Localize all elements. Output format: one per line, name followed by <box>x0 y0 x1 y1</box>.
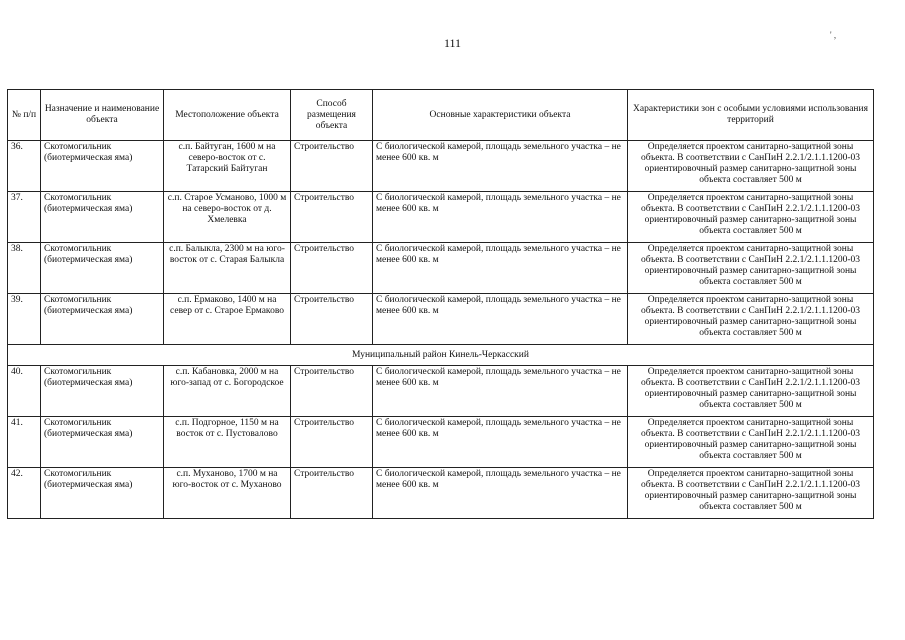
zone-characteristics: Определяется проектом санитарно-защитной зоны объекта. В соответствии с СанПиН 2.2.1/2.1.1.1200-03 ориентировочный размер санитарно-защитной зоны объекта составляет 500 м <box>628 243 874 294</box>
object-description: С биологической камерой, площадь земельного участка – не менее 600 кв. м <box>373 294 628 345</box>
placement-method: Строительство <box>291 243 373 294</box>
object-name: Скотомогильник (биотермическая яма) <box>41 192 164 243</box>
object-location: с.п. Подгорное, 1150 м на восток от с. Пустовалово <box>164 417 291 468</box>
row-number: 41. <box>8 417 41 468</box>
zone-characteristics: Определяется проектом санитарно-защитной зоны объекта. В соответствии с СанПиН 2.2.1/2.1.1.1200-03 ориентировочный размер санитарно-защитной зоны объекта составляет 500 м <box>628 192 874 243</box>
zone-characteristics: Определяется проектом санитарно-защитной зоны объекта. В соответствии с СанПиН 2.2.1/2.1.1.1200-03 ориентировочный размер санитарно-защитной зоны объекта составляет 500 м <box>628 468 874 519</box>
table-row <box>8 243 874 294</box>
header-zone: Характеристики зон с особыми условиями использования территорий <box>628 90 874 141</box>
row-number: 38. <box>8 243 41 294</box>
header-location: Местоположение объекта <box>164 90 291 141</box>
zone-characteristics: Определяется проектом санитарно-защитной зоны объекта. В соответствии с СанПиН 2.2.1/2.1.1.1200-03 ориентировочный размер санитарно-защитной зоны объекта составляет 500 м <box>628 417 874 468</box>
zone-characteristics: Определяется проектом санитарно-защитной зоны объекта. В соответствии с СанПиН 2.2.1/2.1.1.1200-03 ориентировочный размер санитарно-защитной зоны объекта составляет 500 м <box>628 366 874 417</box>
object-location: с.п. Байтуган, 1600 м на северо-восток от с. Татарский Байтуган <box>164 141 291 192</box>
table-row <box>8 468 874 519</box>
object-name: Скотомогильник (биотермическая яма) <box>41 417 164 468</box>
table-row <box>8 294 874 345</box>
object-description: С биологической камерой, площадь земельного участка – не менее 600 кв. м <box>373 192 628 243</box>
row-number: 39. <box>8 294 41 345</box>
placement-method: Строительство <box>291 192 373 243</box>
placement-method: Строительство <box>291 468 373 519</box>
table-body-upper <box>8 141 874 345</box>
zone-characteristics: Определяется проектом санитарно-защитной зоны объекта. В соответствии с СанПиН 2.2.1/2.1.1.1200-03 ориентировочный размер санитарно-защитной зоны объекта составляет 500 м <box>628 294 874 345</box>
table-row <box>8 192 874 243</box>
object-location: с.п. Муханово, 1700 м на юго-восток от с. Муханово <box>164 468 291 519</box>
objects-table <box>7 89 874 519</box>
object-description: С биологической камерой, площадь земельного участка – не менее 600 кв. м <box>373 366 628 417</box>
object-location: с.п. Старое Усманово, 1000 м на северо-восток от д. Хмелевка <box>164 192 291 243</box>
object-name: Скотомогильник (биотермическая яма) <box>41 141 164 192</box>
object-description: С биологической камерой, площадь земельного участка – не менее 600 кв. м <box>373 468 628 519</box>
table-section <box>8 345 874 366</box>
page-number: 111 <box>443 36 462 50</box>
header-description: Основные характеристики объекта <box>373 90 628 141</box>
corner-marks: ' , <box>830 30 837 40</box>
object-name: Скотомогильник (биотермическая яма) <box>41 366 164 417</box>
header-method: Способ размещения объекта <box>291 90 373 141</box>
header-name: Назначение и наименование объекта <box>41 90 164 141</box>
placement-method: Строительство <box>291 366 373 417</box>
object-location: с.п. Балыкла, 2300 м на юго-восток от с. Старая Балыкла <box>164 243 291 294</box>
placement-method: Строительство <box>291 294 373 345</box>
zone-characteristics: Определяется проектом санитарно-защитной зоны объекта. В соответствии с СанПиН 2.2.1/2.1.1.1200-03 ориентировочный размер санитарно-защитной зоны объекта составляет 500 м <box>628 141 874 192</box>
object-description: С биологической камерой, площадь земельного участка – не менее 600 кв. м <box>373 417 628 468</box>
object-location: с.п. Кабановка, 2000 м на юго-запад от с. Богородское <box>164 366 291 417</box>
section-row <box>8 345 874 366</box>
placement-method: Строительство <box>291 417 373 468</box>
object-name: Скотомогильник (биотермическая яма) <box>41 294 164 345</box>
section-title: Муниципальный район Кинель-Черкасский <box>8 345 874 366</box>
row-number: 36. <box>8 141 41 192</box>
table-row <box>8 417 874 468</box>
table-row <box>8 366 874 417</box>
object-name: Скотомогильник (биотермическая яма) <box>41 468 164 519</box>
object-description: С биологической камерой, площадь земельного участка – не менее 600 кв. м <box>373 141 628 192</box>
table-header-row <box>8 90 874 141</box>
object-name: Скотомогильник (биотермическая яма) <box>41 243 164 294</box>
table-row <box>8 141 874 192</box>
row-number: 42. <box>8 468 41 519</box>
row-number: 40. <box>8 366 41 417</box>
header-number: № п/п <box>8 90 41 141</box>
row-number: 37. <box>8 192 41 243</box>
object-description: С биологической камерой, площадь земельного участка – не менее 600 кв. м <box>373 243 628 294</box>
table-body-lower <box>8 366 874 519</box>
placement-method: Строительство <box>291 141 373 192</box>
object-location: с.п. Ермаково, 1400 м на север от с. Старое Ермаково <box>164 294 291 345</box>
